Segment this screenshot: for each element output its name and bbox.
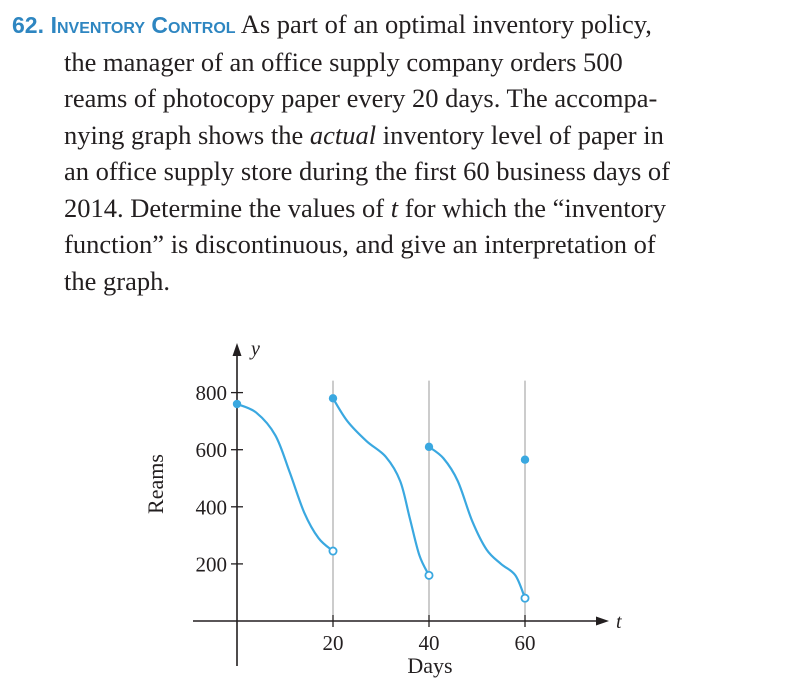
x-axis-title: Days: [407, 653, 453, 678]
problem-number: 62.: [12, 12, 44, 38]
filled-dot-segment-2: [329, 394, 337, 402]
ticks: [196, 381, 536, 655]
curve-segment-1: [237, 404, 333, 551]
problem-text-4b: actual: [309, 119, 377, 150]
open-dot-segment-2: [425, 572, 432, 579]
curve-segment-3: [429, 447, 525, 598]
x-axis-variable: t: [616, 611, 622, 633]
problem-text-4c: inventory level of paper in: [376, 119, 664, 150]
inventory-curve: [237, 398, 525, 598]
x-tick-label-40: 40: [418, 631, 440, 655]
vertical-lines: [333, 381, 525, 621]
y-axis-title: Reams: [143, 454, 168, 514]
y-tick-label-400: 400: [195, 495, 227, 520]
y-tick-label-600: 600: [195, 438, 227, 463]
problem-line-2: the manager of an office supply company orders 500: [64, 46, 623, 77]
problem-heading: Inventory Control: [50, 12, 236, 38]
open-dot-segment-3: [521, 595, 528, 602]
problem-line-8: the graph.: [64, 265, 170, 296]
problem-text-1: As part of an optimal inventory policy,: [240, 9, 652, 39]
axes: [193, 343, 609, 666]
problem-line-5: an office supply store during the first 60 business days of: [64, 156, 670, 186]
y-tick-label-800: 800: [195, 381, 227, 406]
problem-text-6a: 2014. Determine the values of: [64, 192, 391, 223]
y-tick-label-200: 200: [195, 552, 227, 577]
problem-text-4a: nying graph shows the: [64, 119, 310, 150]
endpoint-markers: [233, 394, 529, 602]
y-axis-arrow: [233, 343, 242, 356]
filled-dot-segment-1: [233, 400, 241, 408]
problem-line-3: reams of photocopy paper every 20 days. The accompa-: [64, 83, 658, 113]
x-tick-label-60: 60: [514, 631, 536, 655]
open-dot-segment-1: [329, 547, 336, 554]
filled-dot-segment-4: [521, 455, 529, 463]
x-tick-label-20: 20: [322, 631, 344, 655]
problem-text-6c: for which the “inventory: [398, 192, 666, 223]
x-axis-arrow: [596, 617, 609, 626]
problem-line-7: function” is discontinuous, and give an interpretation of: [64, 229, 656, 259]
y-axis-variable: y: [251, 338, 260, 360]
filled-dot-segment-3: [425, 443, 433, 451]
curve-segment-2: [333, 398, 429, 575]
problem-text-6b: t: [390, 192, 399, 223]
